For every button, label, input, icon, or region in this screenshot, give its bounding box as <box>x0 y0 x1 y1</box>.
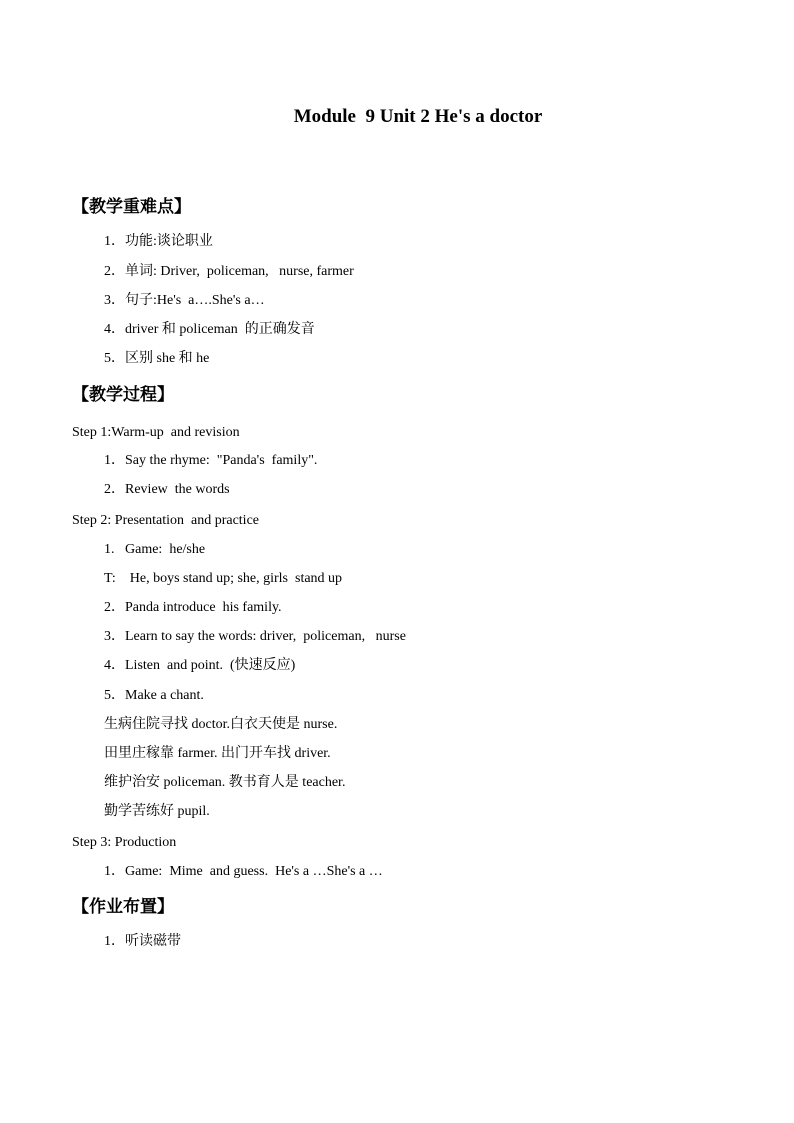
chant-line: 田里庄稼靠 farmer. 出门开车找 driver. <box>104 746 331 761</box>
list-item: 1．Game: Mime and guess. He's a …She's a … <box>104 864 383 879</box>
list-item: 1．功能:谈论职业 <box>104 234 213 249</box>
list-item: 2．Review the words <box>104 482 230 497</box>
section-heading-homework: 【作业布置】 <box>72 897 174 916</box>
section-heading-process: 【教学过程】 <box>72 385 174 404</box>
section-heading-key-points: 【教学重难点】 <box>72 197 191 216</box>
list-item: T: He, boys stand up; she, girls stand up <box>104 571 343 586</box>
list-item: 1．听读磁带 <box>104 934 181 949</box>
step-heading: Step 2: Presentation and practice <box>72 513 259 528</box>
step-heading: Step 1:Warm-up and revision <box>72 425 240 440</box>
list-item: 1．Say the rhyme: "Panda's family". <box>104 453 318 468</box>
chant-line: 维护治安 policeman. 教书育人是 teacher. <box>104 775 346 790</box>
page-title: Module 9 Unit 2 He's a doctor <box>293 106 543 127</box>
list-item: 3．句子:He's a….She's a… <box>104 293 265 308</box>
chant-line: 生病住院寻找 doctor.白衣天使是 nurse. <box>104 717 338 732</box>
list-item: 4．driver 和 policeman 的正确发音 <box>104 322 315 337</box>
list-item: 3．Learn to say the words: driver, policeman, nurse <box>104 629 406 644</box>
list-item: 5．区别 she 和 he <box>104 351 210 366</box>
list-item: 2．单词: Driver, policeman, nurse, farmer <box>104 264 354 279</box>
list-item: 2．Panda introduce his family. <box>104 600 282 615</box>
chant-line: 勤学苦练好 pupil. <box>104 804 210 819</box>
list-item: 1. Game: he/she <box>104 542 206 557</box>
list-item: 5．Make a chant. <box>104 688 204 703</box>
list-item: 4．Listen and point. (快速反应) <box>104 658 296 673</box>
step-heading: Step 3: Production <box>72 835 177 850</box>
